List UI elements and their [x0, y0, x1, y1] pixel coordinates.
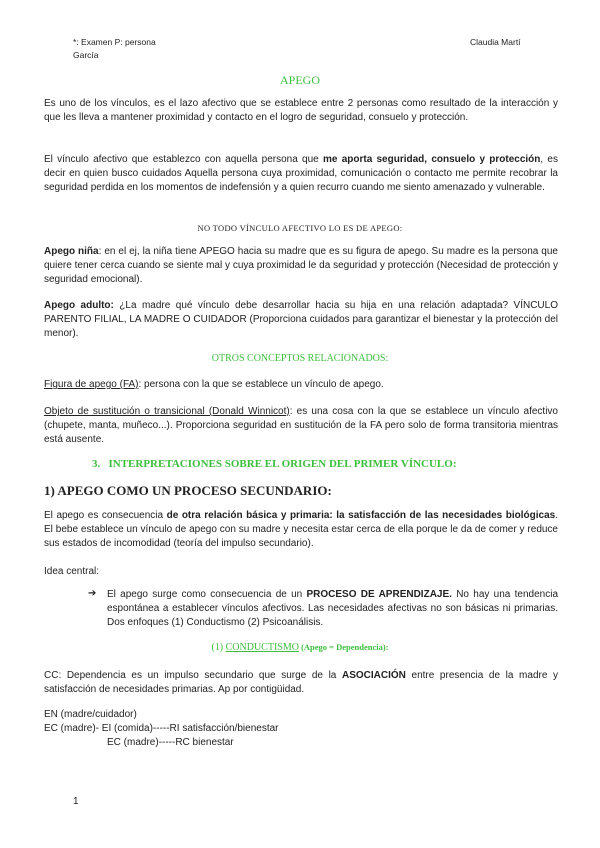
- secundario-text-post: . El bebe establece un vínculo de apego con su madre y necesita estar cerca de ella porque le da de comer y reduce sus estados de incomodidad (teoría del impulso secundario).: [44, 510, 558, 549]
- apego-adulto-paragraph: [44, 299, 558, 341]
- ec-line-1: EC (madre)- EI (comida)-----RI satisfacción/bienestar: [44, 723, 279, 734]
- otros-conceptos-heading: OTROS CONCEPTOS RELACIONADOS:: [211, 353, 389, 364]
- header-author: Claudia Martí: [470, 37, 521, 47]
- page-number: 1: [73, 796, 79, 807]
- figura-label: Figura de apego (FA): [44, 379, 139, 390]
- apego-nina-paragraph: [44, 245, 558, 287]
- ec-line-2: EC (madre)-----RC bienestar: [107, 737, 234, 748]
- apego-nina-label: Apego niña: [44, 246, 99, 257]
- objeto-label: Objeto de sustitución o transicional (Donald Winnicot): [44, 406, 290, 417]
- cc-text-pre: CC: Dependencia es un impulso secundario que surge de la: [44, 670, 342, 681]
- conductismo-num: (1): [211, 642, 226, 653]
- apego-adulto-label: Apego adulto:: [44, 300, 114, 311]
- figura-paragraph: [44, 378, 558, 392]
- apego-adulto-text: ¿La madre qué vínculo debe desarrollar hacia su hija en una relación adaptada? VÍNCULO PARENTO FILIAL, LA MADRE O CUIDADOR (Proporciona cuidados para garantizar el bienestar y la protección del menor).: [44, 300, 558, 339]
- section1-heading: 1) APEGO COMO UN PROCESO SECUNDARIO:: [44, 483, 332, 498]
- vinculo-text-pre: El vínculo afectivo que establezco con aquella persona que: [44, 154, 323, 165]
- section3-heading: 3. INTERPRETACIONES SOBRE EL ORIGEN DEL PRIMER VÍNCULO:: [92, 458, 457, 470]
- bullet-paragraph: [107, 588, 558, 630]
- objeto-text: : es una cosa con la que se establece un vínculo afectivo (chupete, manta, muñeco...). Proporciona seguridad en sustitución de la FA pero solo de forma transitoria mientras está ausente.: [44, 406, 558, 445]
- cc-bold: ASOCIACIÓN: [342, 670, 406, 681]
- vinculo-paragraph: [44, 153, 558, 195]
- header-left-line2: García: [73, 50, 99, 60]
- cc-text-post: entre presencia de la madre y satisfacción de necesidades primarias. Ap por contigüidad.: [44, 670, 559, 695]
- page-title: APEGO: [279, 73, 320, 87]
- vinculo-bold: me aporta seguridad, consuelo y protección: [322, 154, 541, 165]
- conductismo-heading: [0, 642, 600, 653]
- bullet-bold: PROCESO DE APRENDIZAJE.: [306, 589, 452, 600]
- en-line: EN (madre/cuidador): [44, 709, 137, 720]
- bullet-text-post: No hay una tendencia espontánea a establecer vínculos afectivos. Las necesidades afectivas no son básicas ni primarias. Dos enfoques (1) Conductismo (2) Psicoanálisis.: [107, 589, 559, 628]
- arrow-bullet-icon: ➔: [88, 588, 97, 599]
- secundario-bold: de otra relación básica y primaria: la satisfacción de las necesidades biológicas: [166, 510, 556, 521]
- vinculo-text-post: , es decir en quien busco cuidados Aquella persona cuya proximidad, comunicación o contacto me permite recobrar la seguridad perdida en los momentos de indefensión y a quien recurro cuando me siento amenazado y vulnerable.: [44, 154, 558, 193]
- no-todo-heading: NO TODO VÍNCULO AFECTIVO LO ES DE APEGO:: [197, 223, 403, 233]
- conductismo-rest: (Apego = Dependencia):: [298, 642, 389, 652]
- apego-nina-text: : en el ej, la niña tiene APEGO hacia su madre que es su figura de apego. Su madre es la persona que quiere tener cerca cuando se siente mal y cuya proximidad le da seguridad y protección (Necesidad de protección y seguridad emocional).: [44, 246, 558, 285]
- figura-text: : persona con la que se establece un vínculo de apego.: [138, 379, 384, 390]
- secundario-paragraph: [44, 509, 558, 551]
- intro-paragraph: Es uno de los vínculos, es el lazo afectivo que se establece entre 2 personas como resultado de la interacción y que les lleva a mantener proximidad y contacto en el logro de seguridad, consuelo y protección.: [44, 98, 558, 123]
- secundario-text-pre: El apego es consecuencia: [44, 510, 167, 521]
- header-left-line1: *: Examen P: persona: [73, 37, 156, 47]
- conductismo-label: CONDUCTISMO: [225, 642, 299, 653]
- bullet-text-pre: El apego surge como consecuencia de un: [107, 589, 307, 600]
- idea-central-label: Idea central:: [44, 566, 100, 577]
- cc-paragraph: [44, 669, 558, 697]
- objeto-paragraph: [44, 405, 558, 447]
